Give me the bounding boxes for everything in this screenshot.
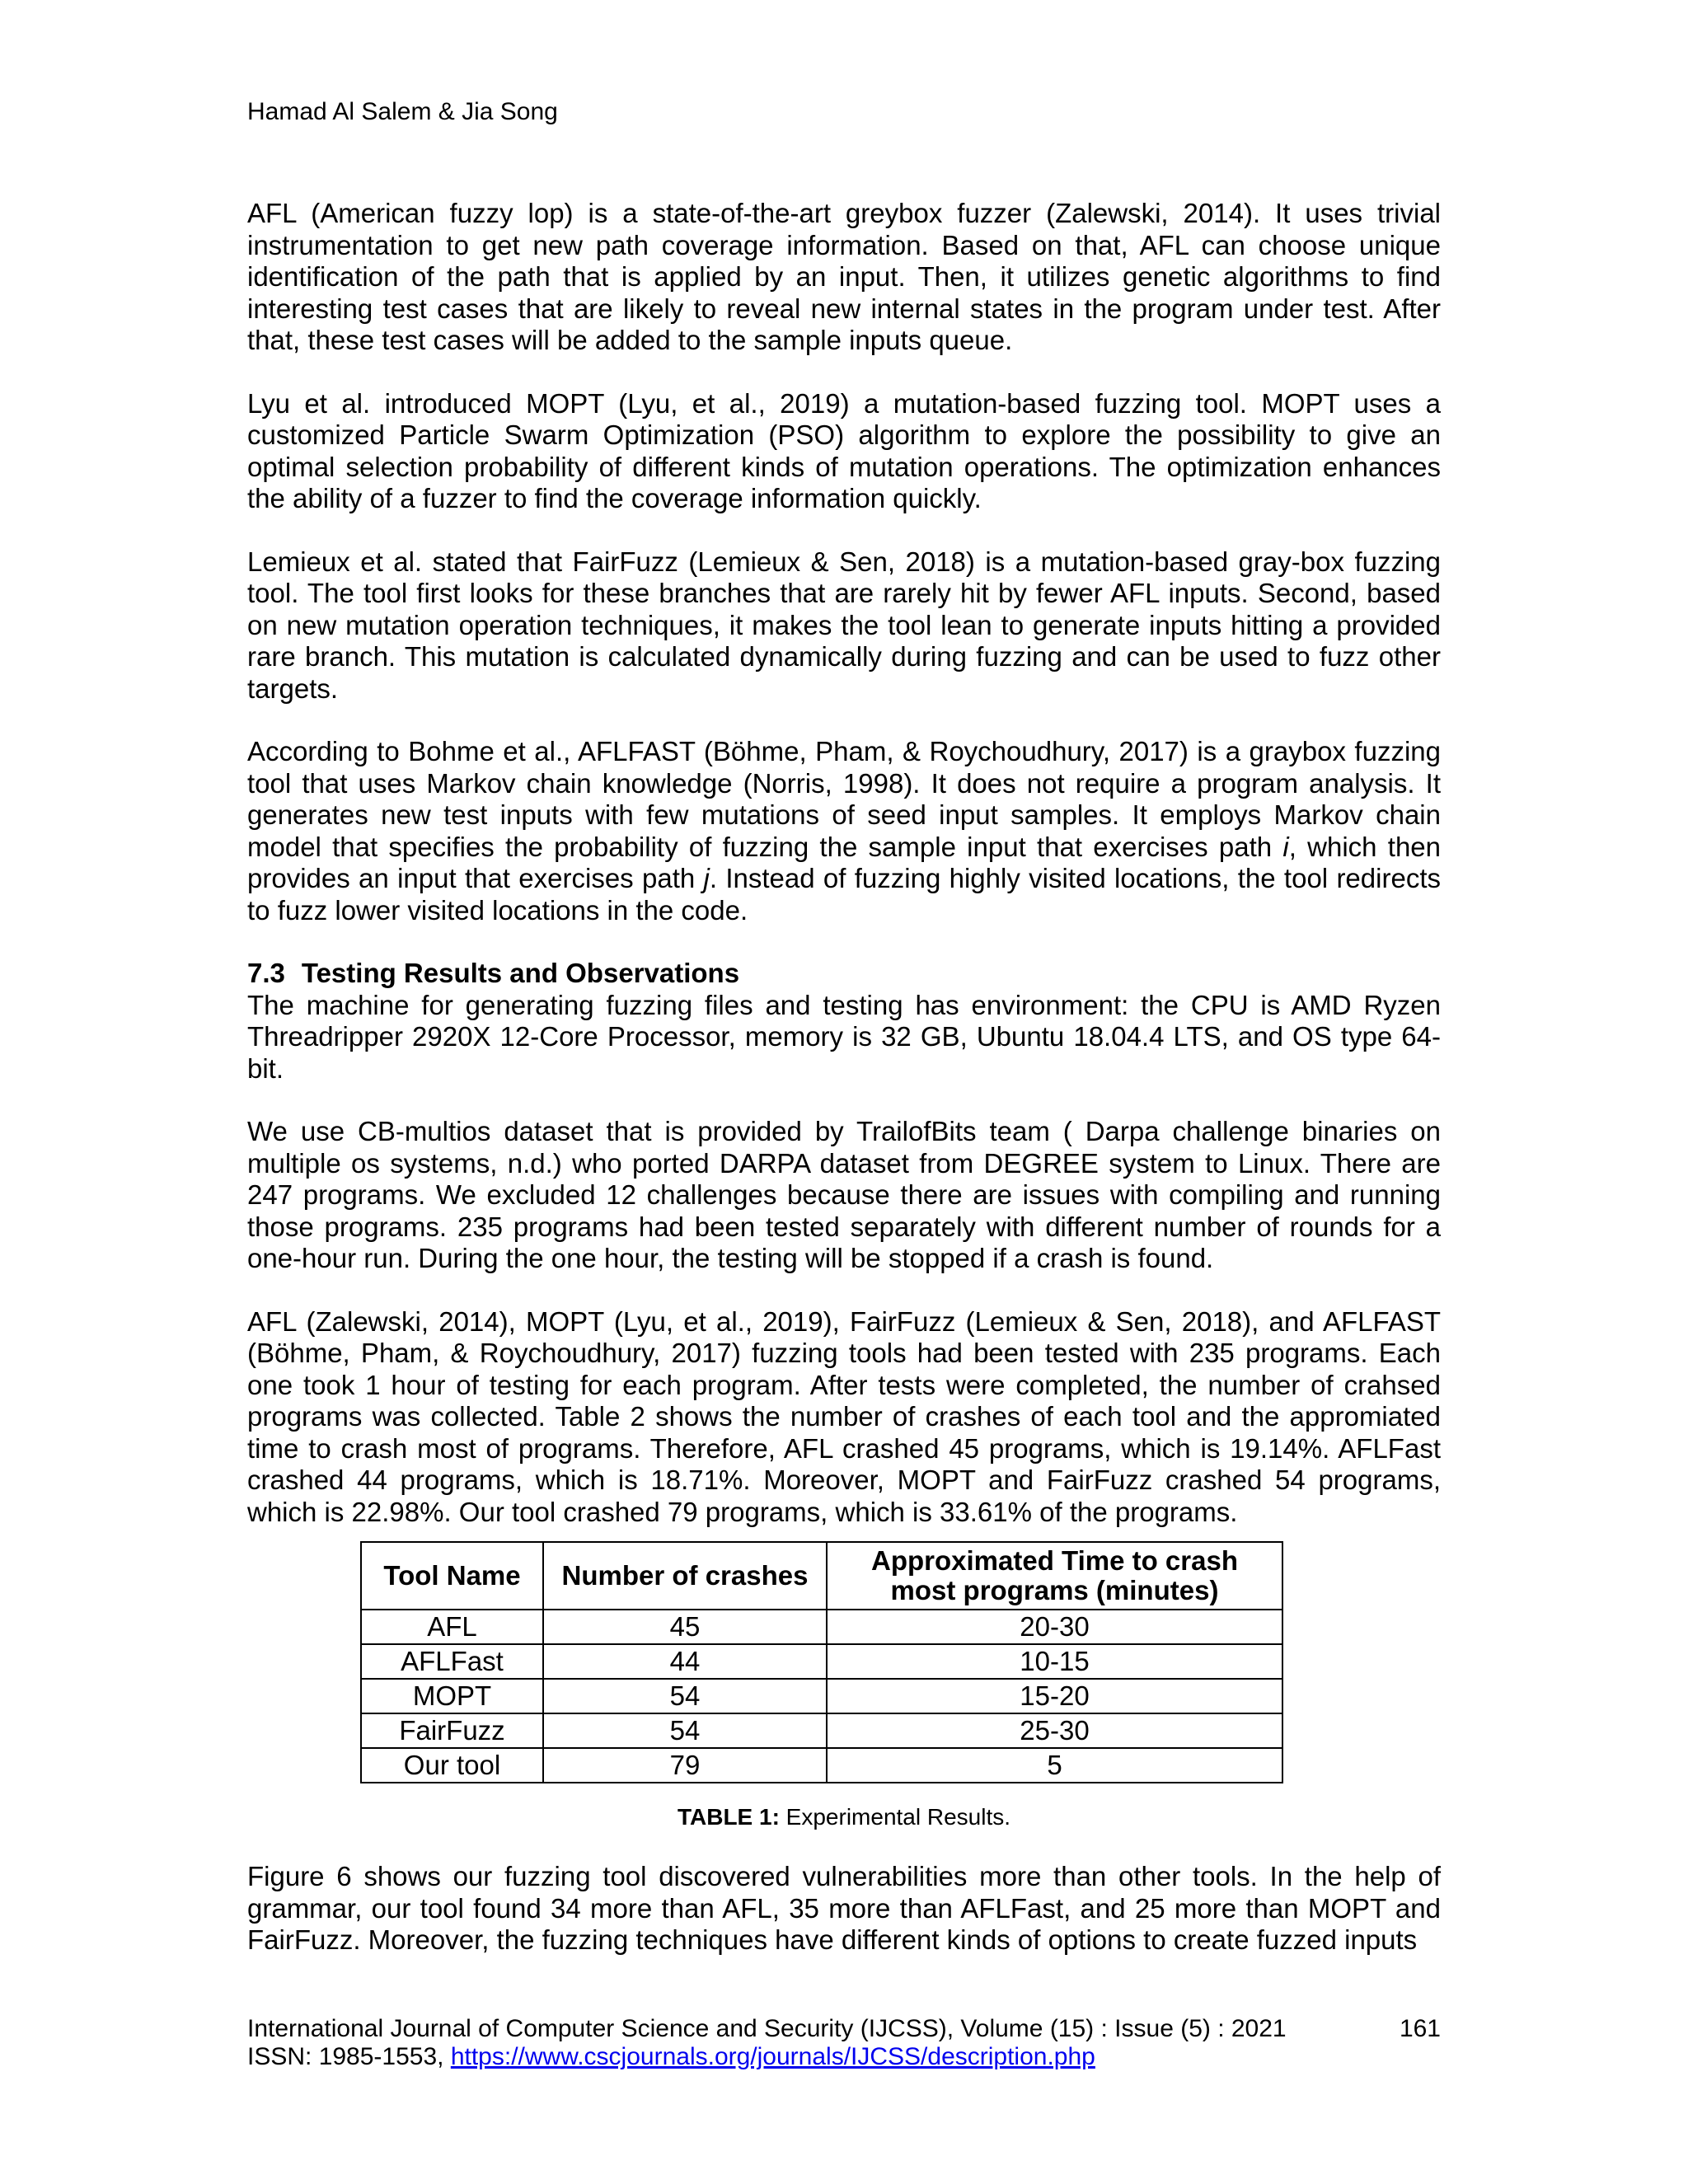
cell-crashes: 44: [543, 1644, 827, 1679]
path-variable-i: i: [1282, 831, 1289, 862]
table-row: [361, 1679, 1282, 1713]
running-header-authors: Hamad Al Salem & Jia Song: [247, 98, 558, 125]
page-footer: [247, 2015, 1441, 2071]
cell-crashes: 54: [543, 1713, 827, 1748]
table-row: [361, 1610, 1282, 1644]
paragraph-afl: AFL (American fuzzy lop) is a state-of-the-art greybox fuzzer (Zalewski, 2014). It uses trivial instrumentation to get new path coverage information. Based on that, AFL can choose unique identification of the path that is applied by an input. Then, it utilizes genetic algorithms to find interesting test cases that are likely to reveal new internal states in the program under test. After that, these test cases will be added to the sample inputs queue.: [247, 198, 1441, 355]
cell-time: 25-30: [827, 1713, 1282, 1748]
footer-page-number: 161: [1399, 2015, 1441, 2042]
cell-tool: FairFuzz: [361, 1713, 543, 1748]
footer-journal-link[interactable]: https://www.cscjournals.org/journals/IJCSS/description.php: [450, 2043, 1095, 2070]
cell-time: 5: [827, 1748, 1282, 1783]
cell-tool: Our tool: [361, 1748, 543, 1783]
cell-time: 20-30: [827, 1610, 1282, 1644]
footer-issn-row: [247, 2043, 1441, 2071]
cell-time: 10-15: [827, 1644, 1282, 1679]
table-row: [361, 1748, 1282, 1783]
paragraph-fairfuzz: Lemieux et al. stated that FairFuzz (Lemieux & Sen, 2018) is a mutation-based gray-box fuzzing tool. The tool first looks for these branches that are rarely hit by fewer AFL inputs. Second, based on new mutation operation techniques, it makes the tool lean to generate inputs hitting a provided rare branch. This mutation is calculated dynamically during fuzzing and can be used to fuzz other targets.: [247, 546, 1441, 704]
cell-tool: AFL: [361, 1610, 543, 1644]
paragraph-results: AFL (Zalewski, 2014), MOPT (Lyu, et al., 2019), FairFuzz (Lemieux & Sen, 2018), and AFLFAST (Böhme, Pham, & Roychoudhury, 2017) fuzzing tools had been tested with 235 programs. Each one took 1 hour of testing for each program. After tests were completed, the number of crahsed programs was collected. Table 2 shows the number of crashes of each tool and the appromiated time to crash most of programs. Therefore, AFL crashed 45 programs, which is 19.14%. AFLFast crashed 44 programs, which is 18.71%. Moreover, MOPT and FairFuzz crashed 54 programs, which is 22.98%. Our tool crashed 79 programs, which is 33.61% of the programs.: [247, 1305, 1441, 1527]
cell-crashes: 45: [543, 1610, 827, 1644]
cell-crashes: 54: [543, 1679, 827, 1713]
results-table-wrapper: [247, 1541, 1441, 1783]
body-text: [247, 198, 1441, 1988]
paragraph-figure6: Figure 6 shows our fuzzing tool discovered vulnerabilities more than other tools. In the help of grammar, our tool found 34 more than AFL, 35 more than AFLFast, and 25 more than MOPT and FairFuzz. Moreover, the fuzzing techniques have different kinds of options to create fuzzed inputs: [247, 1861, 1441, 1955]
header-approx-time: Approximated Time to crash most programs (minutes): [827, 1542, 1282, 1610]
footer-journal-row: [247, 2015, 1441, 2043]
paragraph-machine: The machine for generating fuzzing files and testing has environment: the CPU is AMD Ryzen Threadripper 2920X 12-Core Processor, memory is 32 GB, Ubuntu 18.04.4 LTS, and OS type 64-bit.: [247, 989, 1441, 1084]
path-variable-j: j: [703, 863, 710, 893]
aflfast-text-3: . Instead of fuzzing highly visited locations, the tool redirects to fuzz lower visited locations in the code.: [247, 863, 1441, 926]
cell-time: 15-20: [827, 1679, 1282, 1713]
cell-crashes: 79: [543, 1748, 827, 1783]
header-tool-name: Tool Name: [361, 1542, 543, 1610]
table-caption: [247, 1803, 1441, 1831]
table-row: [361, 1644, 1282, 1679]
section-number: 7.3: [247, 958, 285, 988]
footer-issn: ISSN: 1985-1553,: [247, 2043, 451, 2070]
table-header-row: [361, 1542, 1282, 1610]
aflfast-text-1: According to Bohme et al., AFLFAST (Böhme, Pham, & Roychoudhury, 2017) is a graybox fuzzing tool that uses Markov chain knowledge (Norris, 1998). It does not require a program analysis. It generates new test inputs with few mutations of seed input samples. It employs Markov chain model that specifies the probability of fuzzing the sample input that exercises path: [247, 736, 1441, 862]
results-table: [360, 1541, 1283, 1783]
paragraph-dataset: We use CB-multios dataset that is provided by TrailofBits team ( Darpa challenge binaries on multiple os systems, n.d.) who ported DARPA dataset from DEGREE system to Linux. There are 247 programs. We excluded 12 challenges because there are issues with compiling and running those programs. 235 programs had been tested separately with different number of rounds for a one-hour run. During the one hour, the testing will be stopped if a crash is found.: [247, 1116, 1441, 1273]
section-heading: [247, 958, 1441, 990]
paragraph-aflfast: [247, 736, 1441, 926]
cell-tool: MOPT: [361, 1679, 543, 1713]
table-caption-text: Experimental Results.: [779, 1804, 1011, 1830]
cell-tool: AFLFast: [361, 1644, 543, 1679]
header-number-of-crashes: Number of crashes: [543, 1542, 827, 1610]
footer-journal: International Journal of Computer Science and Security (IJCSS), Volume (15) : Issue (5) : 2021: [247, 2015, 1287, 2042]
table-row: [361, 1713, 1282, 1748]
aflfast-text-2: , which then provides an input that exercises path: [247, 831, 1441, 893]
paragraph-mopt: Lyu et al. introduced MOPT (Lyu, et al., 2019) a mutation-based fuzzing tool. MOPT uses a customized Particle Swarm Optimization (PSO) algorithm to explore the possibility to give an optimal selection probability of different kinds of mutation operations. The optimization enhances the ability of a fuzzer to find the coverage information quickly.: [247, 387, 1441, 513]
section-title: Testing Results and Observations: [301, 958, 740, 988]
table-caption-label: TABLE 1:: [677, 1804, 780, 1830]
